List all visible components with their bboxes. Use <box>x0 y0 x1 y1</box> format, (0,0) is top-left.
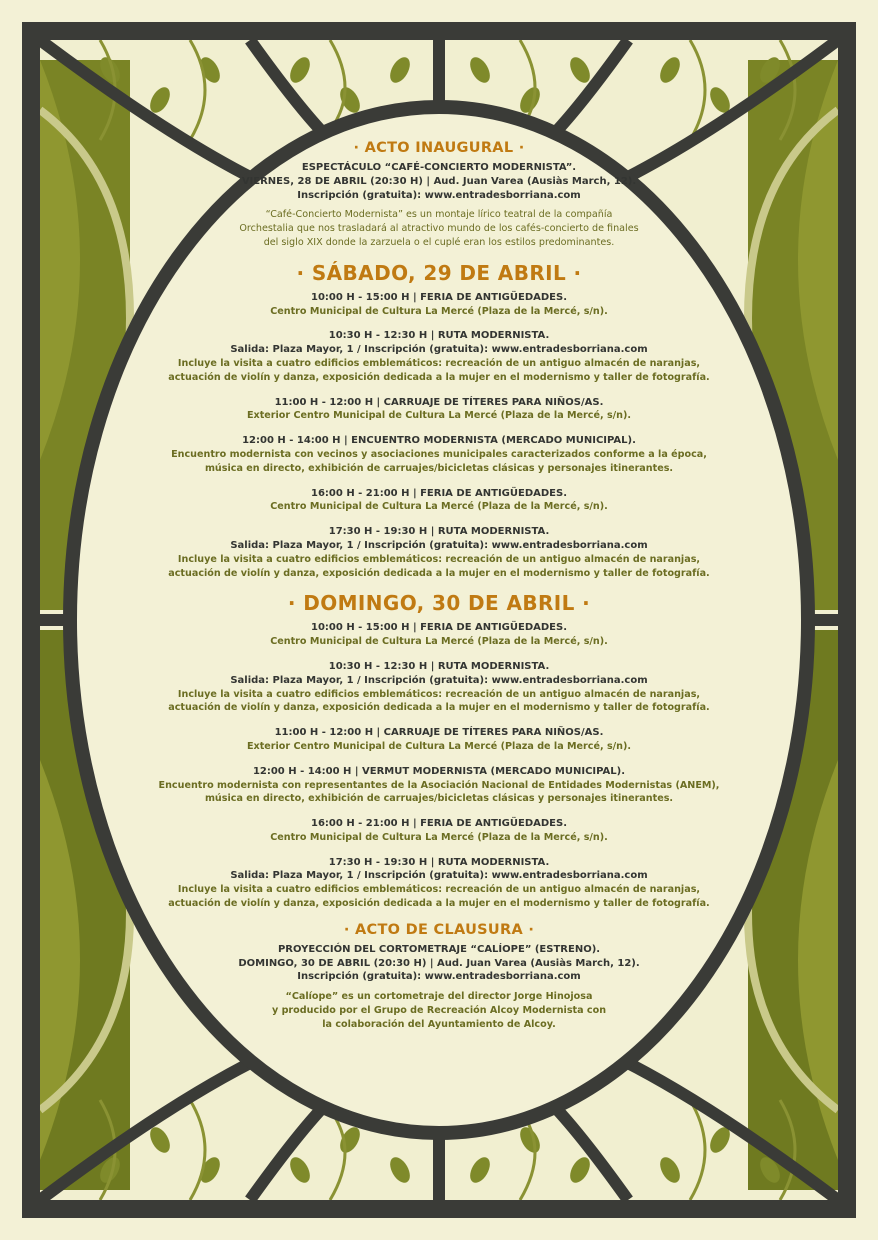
event-sub: Salida: Plaza Mayor, 1 / Inscripción (gratuita): www.entradesborriana.com <box>230 870 648 882</box>
event-line: música en directo, exhibición de carruajes/bicicletas clásicas y personajes itinerantes. <box>204 462 674 474</box>
event-line: Centro Municipal de Cultura La Mercé (Plaza de la Mercé, s/n). <box>270 305 608 317</box>
event-line: Centro Municipal de Cultura La Mercé (Plaza de la Mercé, s/n). <box>270 501 608 513</box>
event-line: Centro Municipal de Cultura La Mercé (Plaza de la Mercé, s/n). <box>270 831 608 843</box>
acto-inaugural-section <box>150 140 728 250</box>
list-item <box>150 434 728 475</box>
event-sub: Salida: Plaza Mayor, 1 / Inscripción (gratuita): www.entradesborriana.com <box>230 539 648 551</box>
event-head: 10:30 H - 12:30 H | RUTA MODERNISTA. <box>328 660 550 672</box>
event-head: 10:00 H - 15:00 H | FERIA DE ANTIGÜEDADES. <box>311 291 567 303</box>
inaugural-line1: ESPECTÁCULO “CAFÉ-CONCIERTO MODERNISTA”. <box>301 162 577 173</box>
list-item <box>150 291 728 319</box>
saturday-section <box>150 261 728 581</box>
closing-line1: PROYECCIÓN DEL CORTOMETRAJE “CALÍOPE” (ESTRENO). <box>277 943 601 955</box>
section-title-clausura: · ACTO DE CLAUSURA · <box>343 921 535 938</box>
list-item <box>150 487 728 515</box>
event-line: actuación de violín y danza, exposición dedicada a la mujer en el modernismo y taller de fotografía. <box>168 702 710 714</box>
event-head: 12:00 H - 14:00 H | ENCUENTRO MODERNISTA (MERCADO MUNICIPAL). <box>242 435 636 447</box>
event-head: 11:00 H - 12:00 H | CARRUAJE DE TÍTERES PARA NIÑOS/AS. <box>274 396 604 408</box>
event-line: actuación de violín y danza, exposición dedicada a la mujer en el modernismo y taller de fotografía. <box>168 898 710 910</box>
event-line: actuación de violín y danza, exposición dedicada a la mujer en el modernismo y taller de fotografía. <box>168 567 710 579</box>
sunday-section <box>150 591 728 911</box>
event-line: música en directo, exhibición de carruajes/bicicletas clásicas y personajes itinerantes. <box>204 793 674 805</box>
list-item <box>150 525 728 580</box>
event-line: Incluye la visita a cuatro edificios emblemáticos: recreación de un antiguo almacén de naranjas, <box>177 357 701 369</box>
inaugural-desc-2: Orchestalia que nos trasladará al atractivo mundo de los cafés-concierto de finales <box>239 223 639 235</box>
inaugural-line2: VIERNES, 28 DE ABRIL (20:30 H) | Aud. Juan Varea (Ausiàs March, 12). <box>241 175 637 187</box>
event-line: Exterior Centro Municipal de Cultura La Mercé (Plaza de la Mercé, s/n). <box>246 740 632 752</box>
event-line: Incluye la visita a cuatro edificios emblemáticos: recreación de un antiguo almacén de naranjas, <box>177 553 701 565</box>
section-title-saturday: · SÁBADO, 29 DE ABRIL · <box>296 260 582 285</box>
event-line: Encuentro modernista con vecinos y asociaciones municipales caracterizados conforme a la época, <box>171 448 707 460</box>
event-sub: Salida: Plaza Mayor, 1 / Inscripción (gratuita): www.entradesborriana.com <box>230 674 648 686</box>
inaugural-desc-3: del siglo XIX donde la zarzuela o el cuplé eran los estilos predominantes. <box>263 236 615 248</box>
event-head: 16:00 H - 21:00 H | FERIA DE ANTIGÜEDADES. <box>311 487 567 499</box>
inaugural-desc-1: “Café-Concierto Modernista” es un montaje lírico teatral de la compañía <box>265 209 613 221</box>
list-item <box>150 621 728 649</box>
event-line: Exterior Centro Municipal de Cultura La Mercé (Plaza de la Mercé, s/n). <box>246 410 632 422</box>
list-item <box>150 817 728 845</box>
list-item <box>150 396 728 424</box>
section-title-sunday: · DOMINGO, 30 DE ABRIL · <box>287 591 591 616</box>
event-head: 16:00 H - 21:00 H | FERIA DE ANTIGÜEDADES. <box>311 818 567 830</box>
closing-desc-3: la colaboración del Ayuntamiento de Alcoy. <box>322 1018 556 1030</box>
closing-desc-1: “Calíope” es un cortometraje del director Jorge Hinojosa <box>285 991 593 1003</box>
event-head: 12:00 H - 14:00 H | VERMUT MODERNISTA (MERCADO MUNICIPAL). <box>252 765 626 777</box>
event-head: 11:00 H - 12:00 H | CARRUAJE DE TÍTERES PARA NIÑOS/AS. <box>274 727 604 739</box>
event-sub: Salida: Plaza Mayor, 1 / Inscripción (gratuita): www.entradesborriana.com <box>230 344 648 356</box>
event-head: 10:00 H - 15:00 H | FERIA DE ANTIGÜEDADES. <box>311 622 567 634</box>
event-head: 17:30 H - 19:30 H | RUTA MODERNISTA. <box>328 856 550 868</box>
event-head: 10:30 H - 12:30 H | RUTA MODERNISTA. <box>328 330 550 342</box>
event-line: Centro Municipal de Cultura La Mercé (Plaza de la Mercé, s/n). <box>270 636 608 648</box>
program-content <box>150 140 728 1043</box>
event-line: Incluye la visita a cuatro edificios emblemáticos: recreación de un antiguo almacén de naranjas, <box>177 688 701 700</box>
list-item <box>150 765 728 806</box>
event-line: Incluye la visita a cuatro edificios emblemáticos: recreación de un antiguo almacén de naranjas, <box>177 884 701 896</box>
section-title-inaugural: · ACTO INAUGURAL · <box>353 140 525 156</box>
list-item <box>150 856 728 911</box>
list-item <box>150 329 728 384</box>
closing-desc-2: y producido por el Grupo de Recreación Alcoy Modernista con <box>271 1005 607 1017</box>
closing-line3: Inscripción (gratuita): www.entradesborriana.com <box>297 971 581 983</box>
inaugural-line3: Inscripción (gratuita): www.entradesborriana.com <box>297 189 581 201</box>
acto-clausura-section <box>150 922 728 1032</box>
event-line: Encuentro modernista con representantes de la Asociación Nacional de Entidades Modernistas (ANEM), <box>158 779 720 791</box>
list-item <box>150 726 728 754</box>
event-line: actuación de violín y danza, exposición dedicada a la mujer en el modernismo y taller de fotografía. <box>168 371 710 383</box>
list-item <box>150 660 728 715</box>
event-head: 17:30 H - 19:30 H | RUTA MODERNISTA. <box>328 526 550 538</box>
closing-line2: DOMINGO, 30 DE ABRIL (20:30 H) | Aud. Juan Varea (Ausiàs March, 12). <box>238 957 640 969</box>
